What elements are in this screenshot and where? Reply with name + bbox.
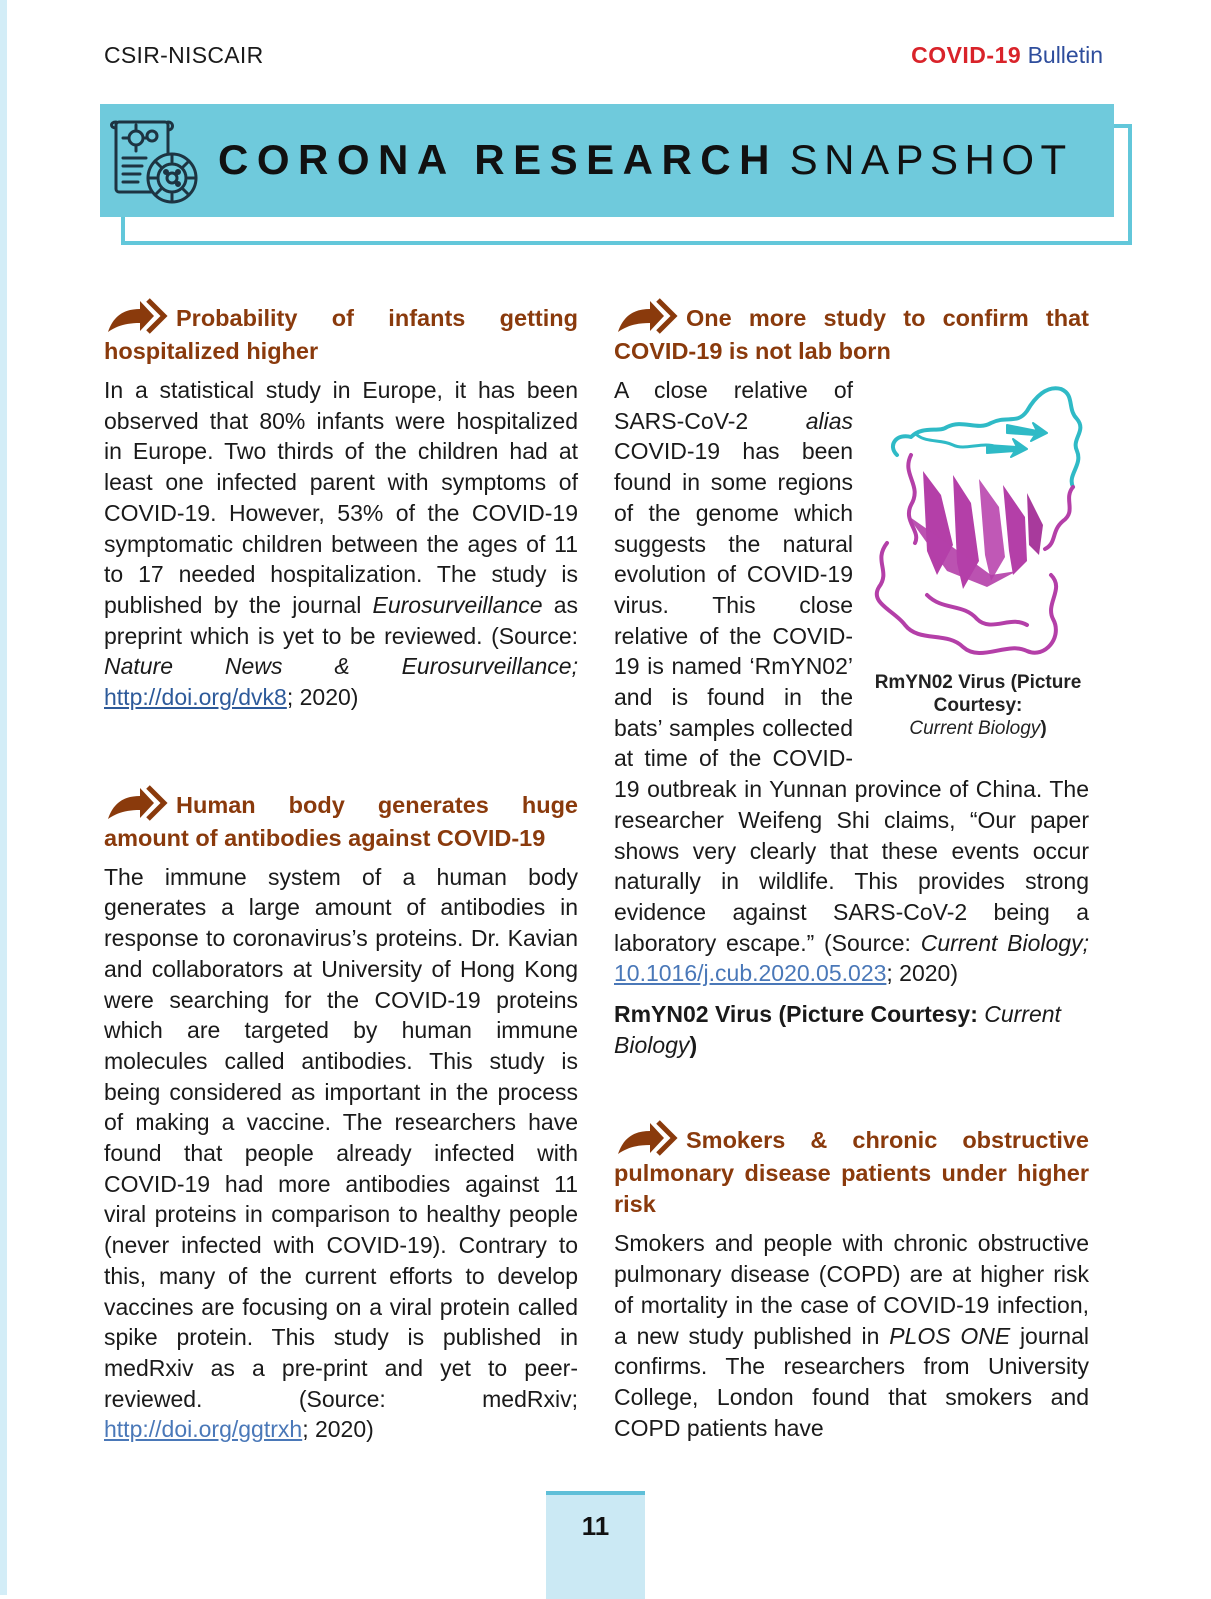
- source-name: Current Biology;: [920, 929, 1089, 956]
- figure-caption-close: ): [1040, 718, 1047, 739]
- article-body-infants: [104, 375, 578, 713]
- bulletin-label: Bulletin: [1027, 42, 1103, 68]
- doi-link-lab[interactable]: 10.1016/j.cub.2020.05.023: [614, 960, 887, 987]
- body-text: A close relative of SARS-CoV-2: [614, 377, 853, 434]
- body-text: Smokers and people with chronic obstructive pulmonary disease (COPD) are at higher risk of mortality in the case of COVID-19 infection, a new study published in: [614, 1230, 1089, 1349]
- double-arrow-icon: [614, 296, 678, 336]
- source-name: Nature News & Eurosurveillance;: [104, 653, 578, 680]
- double-arrow-icon: [104, 783, 168, 823]
- body-text: as preprint which is yet to be reviewed. (Source:: [104, 591, 579, 649]
- heading-text: Human body generates huge amount of antibodies against COVID-19: [104, 791, 578, 851]
- figure-caption-bold: RmYN02 Virus (Picture Courtesy:: [874, 672, 1082, 716]
- body-text: COVID-19 has been found in some regions of the genome which suggests the natural evolution of COVID-19 virus. This close relative of the COVID-19 is named ‘RmYN02’ and is found in the bats’ samples collected at time of the COVID-19 outbreak in Yunnan province of China. The researcher Weifeng Shi claims, “Our paper shows very clearly that these events occur naturally in wildlife. This provides strong evidence against SARS-CoV-2 being a laboratory escape.” (Source:: [614, 438, 1089, 956]
- journal-name: PLOS ONE: [889, 1322, 1011, 1349]
- article-body-antibodies: [104, 862, 578, 1445]
- research-report-virus-icon: [108, 114, 204, 212]
- figure-caption-italic: Current Biology: [909, 718, 1041, 739]
- left-edge-strip: [0, 0, 7, 1595]
- double-arrow-icon: [614, 1118, 678, 1158]
- figure-caption: [867, 671, 1089, 740]
- article-heading-antibodies: [104, 783, 578, 854]
- double-arrow-icon: [104, 296, 168, 336]
- body-text: In a statistical study in Europe, it has been observed that 80% infants were hospitalized in Europe. Two thirds of the children had at least one infected parent with symptoms of COVID-19. However, 53% of the COVID-19 symptomatic children between the ages of 11 to 17 needed hospitalization. The study is published by the journal: [104, 377, 578, 618]
- image-caption-lab: [614, 999, 1089, 1060]
- body-text: ; 2020): [286, 684, 359, 711]
- article-heading-lab: [614, 296, 1089, 367]
- doi-link-antibodies[interactable]: http://doi.org/ggtrxh: [104, 1416, 303, 1443]
- article-body-smokers: [614, 1228, 1089, 1443]
- left-column: [104, 296, 578, 1445]
- caption-bold: RmYN02 Virus (Picture Courtesy:: [614, 1001, 985, 1028]
- body-text: The immune system of a human body generates a large amount of antibodies in response to coronavirus’s proteins. Dr. Kavian and collaborators at University of Hong Kong were searching for the COVID-19 proteins which are targeted by human immune molecules called antibodies. This study is being considered as important in the process of making a vaccine. The researchers have found that people already infected with COVID-19 had more antibodies against 11 viral proteins in comparison to healthy people (never infected with COVID-19). Contrary to this, many of the current efforts to develop vaccines are focusing on a viral protein called spike protein. This study is published in medRxiv as a pre-print and yet to peer-reviewed. (Source: medRxiv;: [104, 863, 578, 1412]
- body-text: ; 2020): [302, 1416, 374, 1443]
- heading-text: Probability of infants getting hospitalized higher: [104, 305, 578, 364]
- bulletin-covid-label: COVID-19: [911, 42, 1022, 68]
- header-bulletin: [911, 42, 1103, 69]
- caption-italic: Current Biology: [614, 1001, 1061, 1058]
- banner-title-bold: CORONA RESEARCH: [218, 136, 778, 183]
- journal-name: Eurosurveillance: [372, 591, 543, 618]
- alias-word: alias: [805, 407, 853, 434]
- right-column: [614, 296, 1089, 1443]
- header-org: CSIR-NISCAIR: [104, 42, 264, 68]
- banner-title: [218, 136, 1073, 184]
- body-text: ; 2020): [886, 960, 959, 987]
- page-number: 11: [581, 1511, 610, 1541]
- protein-structure-image: [867, 375, 1089, 671]
- body-text: journal confirms. The researchers from University College, London found that smokers and COPD patients have: [614, 1322, 1089, 1441]
- banner-title-normal: SNAPSHOT: [789, 136, 1073, 183]
- heading-text: One more study to confirm that COVID-19 is not lab born: [614, 305, 1089, 364]
- article-body-lab: [614, 375, 1089, 989]
- article-heading-smokers: [614, 1118, 1089, 1220]
- protein-figure: [867, 375, 1089, 740]
- heading-text: Smokers & chronic obstructive pulmonary disease patients under higher risk: [614, 1127, 1089, 1218]
- caption-close: ): [689, 1031, 698, 1058]
- doi-link-infants[interactable]: http://doi.org/dvk8: [104, 684, 287, 711]
- article-heading-infants: [104, 296, 578, 367]
- page-number-box: [546, 1491, 645, 1599]
